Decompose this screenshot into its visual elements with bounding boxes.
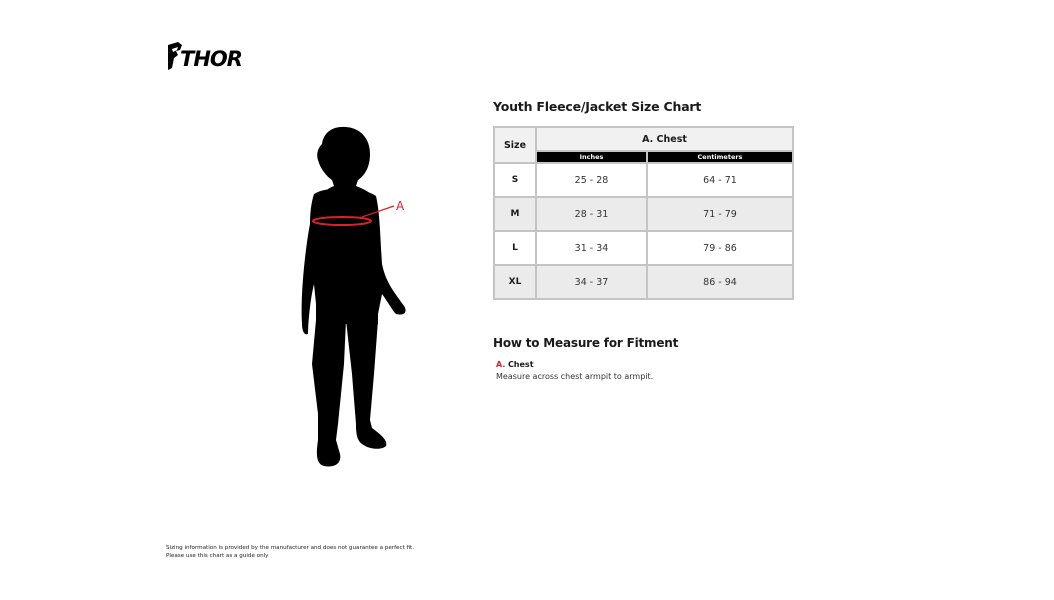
cm-cell: 79 - 86 bbox=[647, 231, 793, 265]
disclaimer bbox=[166, 545, 414, 560]
measure-item-letter: A. bbox=[496, 360, 506, 369]
size-column-header: Size bbox=[494, 127, 536, 163]
thor-helmet-logo-icon bbox=[166, 41, 260, 71]
inches-subheader: Inches bbox=[536, 151, 647, 163]
centimeters-subheader: Centimeters bbox=[647, 151, 793, 163]
thor-logo bbox=[166, 41, 260, 71]
inches-cell: 25 - 28 bbox=[536, 163, 647, 197]
chest-column-header: A. Chest bbox=[536, 127, 793, 151]
size-cell: S bbox=[494, 163, 536, 197]
table-row bbox=[494, 265, 793, 299]
inches-cell: 31 - 34 bbox=[536, 231, 647, 265]
size-table bbox=[493, 126, 794, 300]
disclaimer-line-1: Sizing information is provided by the manufacturer and does not guarantee a perfect fit. bbox=[166, 545, 415, 551]
table-row bbox=[494, 163, 793, 197]
inches-cell: 34 - 37 bbox=[536, 265, 647, 299]
svg-text:THOR: THOR bbox=[180, 47, 242, 71]
cm-cell: 64 - 71 bbox=[647, 163, 793, 197]
child-silhouette bbox=[296, 124, 412, 470]
size-cell: L bbox=[494, 231, 536, 265]
cm-cell: 86 - 94 bbox=[647, 265, 793, 299]
measure-item-name: Chest bbox=[507, 360, 534, 369]
disclaimer-line-2: Please use this chart as a guide only bbox=[166, 552, 269, 559]
size-chart-title: Youth Fleece/Jacket Size Chart bbox=[493, 99, 702, 114]
measure-item-description: Measure across chest armpit to armpit. bbox=[496, 372, 654, 381]
cm-cell: 71 - 79 bbox=[647, 197, 793, 231]
table-row bbox=[494, 231, 793, 265]
how-to-measure-title: How to Measure for Fitment bbox=[493, 336, 679, 350]
table-row bbox=[494, 197, 793, 231]
measure-item-chest bbox=[496, 360, 534, 369]
size-cell: M bbox=[494, 197, 536, 231]
size-cell: XL bbox=[494, 265, 536, 299]
chest-label-a: A bbox=[396, 199, 405, 213]
inches-cell: 28 - 31 bbox=[536, 197, 647, 231]
